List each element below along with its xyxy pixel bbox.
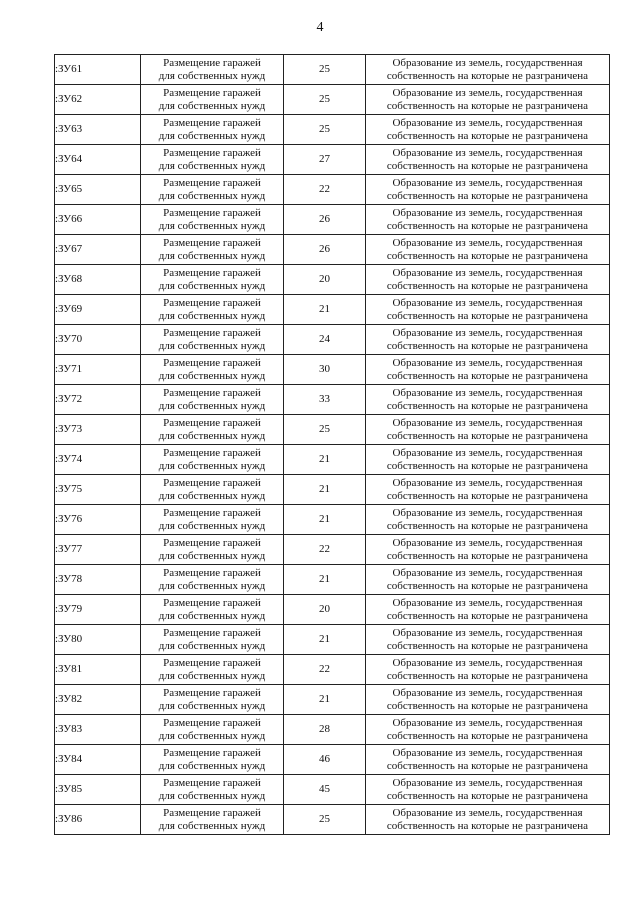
plot-area: 22 (319, 183, 330, 195)
table-row (55, 295, 610, 325)
area-cell (284, 655, 366, 685)
permitted-use-line-2: для собственных нужд (158, 339, 266, 352)
formation-method-cell (366, 535, 610, 565)
area-cell (284, 475, 366, 505)
table-row (55, 265, 610, 295)
formation-method-cell (366, 775, 610, 805)
plot-area: 33 (319, 393, 330, 405)
permitted-use-line-1: Размещение гаражей (163, 266, 261, 279)
permitted-use-line-1: Размещение гаражей (163, 566, 261, 579)
area-cell (284, 505, 366, 535)
permitted-use-line-1: Размещение гаражей (163, 206, 261, 219)
permitted-use-line-2: для собственных нужд (158, 789, 266, 802)
plot-id-cell (55, 745, 141, 775)
area-cell (284, 205, 366, 235)
formation-method-cell (366, 145, 610, 175)
formation-method-cell (366, 595, 610, 625)
table-row (55, 625, 610, 655)
permitted-use-line-2: для собственных нужд (158, 819, 266, 832)
plot-id: :ЗУ62 (55, 93, 83, 105)
area-cell (284, 535, 366, 565)
permitted-use-cell (141, 715, 284, 745)
table-row (55, 145, 610, 175)
permitted-use-cell (141, 805, 284, 835)
table-row (55, 745, 610, 775)
formation-method-cell (366, 625, 610, 655)
plot-area: 21 (319, 633, 330, 645)
plot-id-cell (55, 655, 141, 685)
table-row (55, 805, 610, 835)
permitted-use-line-1: Размещение гаражей (163, 56, 261, 69)
formation-method-line-1: Образование из земель, государственная (392, 566, 583, 579)
formation-method-line-1: Образование из земель, государственная (392, 146, 583, 159)
area-cell (284, 115, 366, 145)
formation-method-line-2: собственность на которые не разграничена (386, 69, 589, 82)
formation-method-line-2: собственность на которые не разграничена (386, 249, 589, 262)
permitted-use-line-2: для собственных нужд (158, 519, 266, 532)
table-row (55, 655, 610, 685)
area-cell (284, 595, 366, 625)
formation-method-line-2: собственность на которые не разграничена (386, 789, 589, 802)
permitted-use-line-2: для собственных нужд (158, 129, 266, 142)
plot-id-cell (55, 475, 141, 505)
permitted-use-line-2: для собственных нужд (158, 69, 266, 82)
formation-method-cell (366, 385, 610, 415)
permitted-use-line-2: для собственных нужд (158, 699, 266, 712)
plot-id: :ЗУ69 (55, 303, 83, 315)
table-row (55, 475, 610, 505)
plot-id-cell (55, 625, 141, 655)
formation-method-line-2: собственность на которые не разграничена (386, 279, 589, 292)
plot-id: :ЗУ83 (55, 723, 83, 735)
formation-method-line-2: собственность на которые не разграничена (386, 189, 589, 202)
formation-method-line-2: собственность на которые не разграничена (386, 699, 589, 712)
formation-method-line-1: Образование из земель, государственная (392, 266, 583, 279)
plot-area: 25 (319, 63, 330, 75)
formation-method-cell (366, 355, 610, 385)
plot-id-cell (55, 595, 141, 625)
plot-id: :ЗУ75 (55, 483, 83, 495)
plot-id: :ЗУ74 (55, 453, 83, 465)
plot-id-cell (55, 355, 141, 385)
plot-area: 46 (319, 753, 330, 765)
area-cell (284, 235, 366, 265)
plot-id-cell (55, 235, 141, 265)
plot-id-cell (55, 775, 141, 805)
table-row (55, 115, 610, 145)
area-cell (284, 355, 366, 385)
plot-id: :ЗУ81 (55, 663, 83, 675)
formation-method-line-2: собственность на которые не разграничена (386, 429, 589, 442)
plot-area: 25 (319, 93, 330, 105)
area-cell (284, 295, 366, 325)
formation-method-line-1: Образование из земель, государственная (392, 236, 583, 249)
permitted-use-line-1: Размещение гаражей (163, 656, 261, 669)
formation-method-line-1: Образование из земель, государственная (392, 446, 583, 459)
formation-method-line-1: Образование из земель, государственная (392, 116, 583, 129)
plot-id: :ЗУ72 (55, 393, 83, 405)
permitted-use-line-2: для собственных нужд (158, 429, 266, 442)
table-row (55, 325, 610, 355)
permitted-use-line-2: для собственных нужд (158, 729, 266, 742)
area-cell (284, 175, 366, 205)
permitted-use-cell (141, 445, 284, 475)
plot-id: :ЗУ77 (55, 543, 83, 555)
plot-id: :ЗУ66 (55, 213, 83, 225)
plot-area: 21 (319, 483, 330, 495)
plot-area: 25 (319, 423, 330, 435)
permitted-use-line-1: Размещение гаражей (163, 806, 261, 819)
plot-area: 27 (319, 153, 330, 165)
plot-id: :ЗУ79 (55, 603, 83, 615)
permitted-use-line-2: для собственных нужд (158, 759, 266, 772)
formation-method-line-1: Образование из земель, государственная (392, 596, 583, 609)
permitted-use-cell (141, 415, 284, 445)
formation-method-line-2: собственность на которые не разграничена (386, 459, 589, 472)
permitted-use-line-2: для собственных нужд (158, 459, 266, 472)
formation-method-line-2: собственность на которые не разграничена (386, 579, 589, 592)
plot-id-cell (55, 55, 141, 85)
permitted-use-line-1: Размещение гаражей (163, 356, 261, 369)
permitted-use-cell (141, 115, 284, 145)
formation-method-line-1: Образование из земель, государственная (392, 206, 583, 219)
plot-id: :ЗУ68 (55, 273, 83, 285)
formation-method-line-2: собственность на которые не разграничена (386, 489, 589, 502)
permitted-use-cell (141, 325, 284, 355)
plot-id-cell (55, 385, 141, 415)
permitted-use-line-2: для собственных нужд (158, 279, 266, 292)
permitted-use-cell (141, 265, 284, 295)
permitted-use-line-2: для собственных нужд (158, 399, 266, 412)
plot-area: 30 (319, 363, 330, 375)
table-row (55, 85, 610, 115)
plot-area: 45 (319, 783, 330, 795)
table-row (55, 355, 610, 385)
formation-method-cell (366, 325, 610, 355)
plot-id-cell (55, 115, 141, 145)
formation-method-line-1: Образование из земель, государственная (392, 716, 583, 729)
area-cell (284, 55, 366, 85)
permitted-use-line-1: Размещение гаражей (163, 776, 261, 789)
formation-method-cell (366, 715, 610, 745)
permitted-use-line-1: Размещение гаражей (163, 116, 261, 129)
formation-method-line-1: Образование из земель, государственная (392, 296, 583, 309)
formation-method-cell (366, 565, 610, 595)
permitted-use-cell (141, 745, 284, 775)
formation-method-line-2: собственность на которые не разграничена (386, 609, 589, 622)
formation-method-line-2: собственность на которые не разграничена (386, 819, 589, 832)
permitted-use-cell (141, 385, 284, 415)
plot-id: :ЗУ63 (55, 123, 83, 135)
formation-method-cell (366, 55, 610, 85)
permitted-use-line-1: Размещение гаражей (163, 746, 261, 759)
permitted-use-line-2: для собственных нужд (158, 309, 266, 322)
permitted-use-line-2: для собственных нужд (158, 219, 266, 232)
table-row (55, 595, 610, 625)
plot-id: :ЗУ70 (55, 333, 83, 345)
plot-id-cell (55, 415, 141, 445)
table-row (55, 565, 610, 595)
plot-id-cell (55, 145, 141, 175)
permitted-use-cell (141, 625, 284, 655)
plot-id: :ЗУ85 (55, 783, 83, 795)
formation-method-line-1: Образование из земель, государственная (392, 806, 583, 819)
permitted-use-cell (141, 535, 284, 565)
formation-method-cell (366, 445, 610, 475)
permitted-use-line-1: Размещение гаражей (163, 146, 261, 159)
formation-method-line-1: Образование из земель, государственная (392, 746, 583, 759)
plot-id-cell (55, 565, 141, 595)
plot-area: 26 (319, 243, 330, 255)
formation-method-cell (366, 265, 610, 295)
plot-id-cell (55, 175, 141, 205)
permitted-use-line-1: Размещение гаражей (163, 416, 261, 429)
formation-method-cell (366, 685, 610, 715)
table-row (55, 385, 610, 415)
formation-method-cell (366, 235, 610, 265)
formation-method-line-1: Образование из земель, государственная (392, 506, 583, 519)
formation-method-line-1: Образование из земель, государственная (392, 686, 583, 699)
plot-id-cell (55, 295, 141, 325)
formation-method-cell (366, 745, 610, 775)
formation-method-line-2: собственность на которые не разграничена (386, 219, 589, 232)
formation-method-line-1: Образование из земель, государственная (392, 656, 583, 669)
plot-id-cell (55, 805, 141, 835)
formation-method-line-2: собственность на которые не разграничена (386, 549, 589, 562)
formation-method-cell (366, 295, 610, 325)
area-cell (284, 145, 366, 175)
plot-id-cell (55, 265, 141, 295)
plot-area: 21 (319, 303, 330, 315)
formation-method-line-2: собственность на которые не разграничена (386, 129, 589, 142)
plot-id: :ЗУ76 (55, 513, 83, 525)
permitted-use-cell (141, 685, 284, 715)
formation-method-line-1: Образование из земель, государственная (392, 386, 583, 399)
permitted-use-line-1: Размещение гаражей (163, 596, 261, 609)
formation-method-line-1: Образование из земель, государственная (392, 476, 583, 489)
permitted-use-line-1: Размещение гаражей (163, 506, 261, 519)
formation-method-line-2: собственность на которые не разграничена (386, 99, 589, 112)
plot-area: 24 (319, 333, 330, 345)
plot-area: 21 (319, 573, 330, 585)
area-cell (284, 445, 366, 475)
table-row (55, 445, 610, 475)
permitted-use-line-2: для собственных нужд (158, 639, 266, 652)
formation-method-line-1: Образование из земель, государственная (392, 536, 583, 549)
area-cell (284, 565, 366, 595)
plot-area: 21 (319, 513, 330, 525)
formation-method-cell (366, 85, 610, 115)
plot-id: :ЗУ61 (55, 63, 83, 75)
table-row (55, 415, 610, 445)
area-cell (284, 385, 366, 415)
plot-id: :ЗУ78 (55, 573, 83, 585)
permitted-use-cell (141, 475, 284, 505)
permitted-use-line-2: для собственных нужд (158, 489, 266, 502)
permitted-use-cell (141, 775, 284, 805)
permitted-use-line-1: Размещение гаражей (163, 86, 261, 99)
formation-method-line-1: Образование из земель, государственная (392, 86, 583, 99)
formation-method-line-1: Образование из земель, государственная (392, 626, 583, 639)
formation-method-cell (366, 805, 610, 835)
plot-id: :ЗУ86 (55, 813, 83, 825)
permitted-use-cell (141, 505, 284, 535)
table-row (55, 685, 610, 715)
plot-id: :ЗУ80 (55, 633, 83, 645)
area-cell (284, 745, 366, 775)
plot-area: 22 (319, 663, 330, 675)
formation-method-line-2: собственность на которые не разграничена (386, 639, 589, 652)
permitted-use-cell (141, 145, 284, 175)
plot-area: 25 (319, 123, 330, 135)
permitted-use-line-2: для собственных нужд (158, 369, 266, 382)
table-row (55, 175, 610, 205)
formation-method-line-1: Образование из земель, государственная (392, 356, 583, 369)
plot-id-cell (55, 535, 141, 565)
formation-method-line-2: собственность на которые не разграничена (386, 309, 589, 322)
formation-method-line-1: Образование из земель, государственная (392, 776, 583, 789)
permitted-use-line-2: для собственных нужд (158, 549, 266, 562)
permitted-use-line-1: Размещение гаражей (163, 536, 261, 549)
permitted-use-line-2: для собственных нужд (158, 669, 266, 682)
area-cell (284, 805, 366, 835)
plot-area: 28 (319, 723, 330, 735)
table-row (55, 205, 610, 235)
plot-id: :ЗУ82 (55, 693, 83, 705)
formation-method-cell (366, 655, 610, 685)
formation-method-line-2: собственность на которые не разграничена (386, 399, 589, 412)
area-cell (284, 325, 366, 355)
formation-method-cell (366, 415, 610, 445)
plot-id: :ЗУ64 (55, 153, 83, 165)
table-row (55, 535, 610, 565)
permitted-use-cell (141, 295, 284, 325)
plot-id: :ЗУ84 (55, 753, 83, 765)
formation-method-cell (366, 115, 610, 145)
plot-id: :ЗУ67 (55, 243, 83, 255)
area-cell (284, 775, 366, 805)
formation-method-line-1: Образование из земель, государственная (392, 176, 583, 189)
land-plots-table (54, 54, 610, 835)
plot-id: :ЗУ65 (55, 183, 83, 195)
permitted-use-line-2: для собственных нужд (158, 609, 266, 622)
permitted-use-line-2: для собственных нужд (158, 189, 266, 202)
plot-area: 25 (319, 813, 330, 825)
permitted-use-line-1: Размещение гаражей (163, 476, 261, 489)
permitted-use-line-2: для собственных нужд (158, 159, 266, 172)
formation-method-line-2: собственность на которые не разграничена (386, 759, 589, 772)
table-body (55, 55, 610, 835)
permitted-use-line-1: Размещение гаражей (163, 626, 261, 639)
formation-method-line-1: Образование из земель, государственная (392, 56, 583, 69)
formation-method-cell (366, 505, 610, 535)
permitted-use-cell (141, 355, 284, 385)
permitted-use-cell (141, 235, 284, 265)
area-cell (284, 265, 366, 295)
plot-area: 20 (319, 273, 330, 285)
plot-id-cell (55, 685, 141, 715)
plot-id-cell (55, 205, 141, 235)
area-cell (284, 625, 366, 655)
table-row (55, 505, 610, 535)
permitted-use-cell (141, 595, 284, 625)
plot-id-cell (55, 505, 141, 535)
table-row (55, 55, 610, 85)
permitted-use-line-2: для собственных нужд (158, 249, 266, 262)
plot-area: 22 (319, 543, 330, 555)
formation-method-line-2: собственность на которые не разграничена (386, 669, 589, 682)
plot-id: :ЗУ73 (55, 423, 83, 435)
area-cell (284, 85, 366, 115)
plot-id-cell (55, 85, 141, 115)
formation-method-cell (366, 205, 610, 235)
formation-method-line-2: собственность на которые не разграничена (386, 519, 589, 532)
permitted-use-cell (141, 85, 284, 115)
permitted-use-line-1: Размещение гаражей (163, 446, 261, 459)
permitted-use-cell (141, 205, 284, 235)
permitted-use-line-2: для собственных нужд (158, 579, 266, 592)
permitted-use-line-1: Размещение гаражей (163, 236, 261, 249)
plot-area: 21 (319, 453, 330, 465)
formation-method-line-2: собственность на которые не разграничена (386, 339, 589, 352)
plot-id-cell (55, 325, 141, 355)
permitted-use-line-1: Размещение гаражей (163, 386, 261, 399)
formation-method-line-2: собственность на которые не разграничена (386, 159, 589, 172)
formation-method-line-1: Образование из земель, государственная (392, 326, 583, 339)
permitted-use-line-1: Размещение гаражей (163, 296, 261, 309)
page-number: 4 (316, 20, 324, 35)
permitted-use-cell (141, 655, 284, 685)
permitted-use-cell (141, 55, 284, 85)
formation-method-line-1: Образование из земель, государственная (392, 416, 583, 429)
permitted-use-cell (141, 565, 284, 595)
plot-id: :ЗУ71 (55, 363, 83, 375)
permitted-use-line-1: Размещение гаражей (163, 176, 261, 189)
plot-area: 21 (319, 693, 330, 705)
formation-method-line-2: собственность на которые не разграничена (386, 729, 589, 742)
plot-id-cell (55, 445, 141, 475)
permitted-use-line-1: Размещение гаражей (163, 686, 261, 699)
formation-method-line-2: собственность на которые не разграничена (386, 369, 589, 382)
plot-area: 26 (319, 213, 330, 225)
table-row (55, 775, 610, 805)
formation-method-cell (366, 175, 610, 205)
plot-id-cell (55, 715, 141, 745)
area-cell (284, 685, 366, 715)
formation-method-cell (366, 475, 610, 505)
permitted-use-line-1: Размещение гаражей (163, 716, 261, 729)
area-cell (284, 415, 366, 445)
permitted-use-line-1: Размещение гаражей (163, 326, 261, 339)
plot-area: 20 (319, 603, 330, 615)
permitted-use-line-2: для собственных нужд (158, 99, 266, 112)
permitted-use-cell (141, 175, 284, 205)
area-cell (284, 715, 366, 745)
table-row (55, 715, 610, 745)
table-row (55, 235, 610, 265)
